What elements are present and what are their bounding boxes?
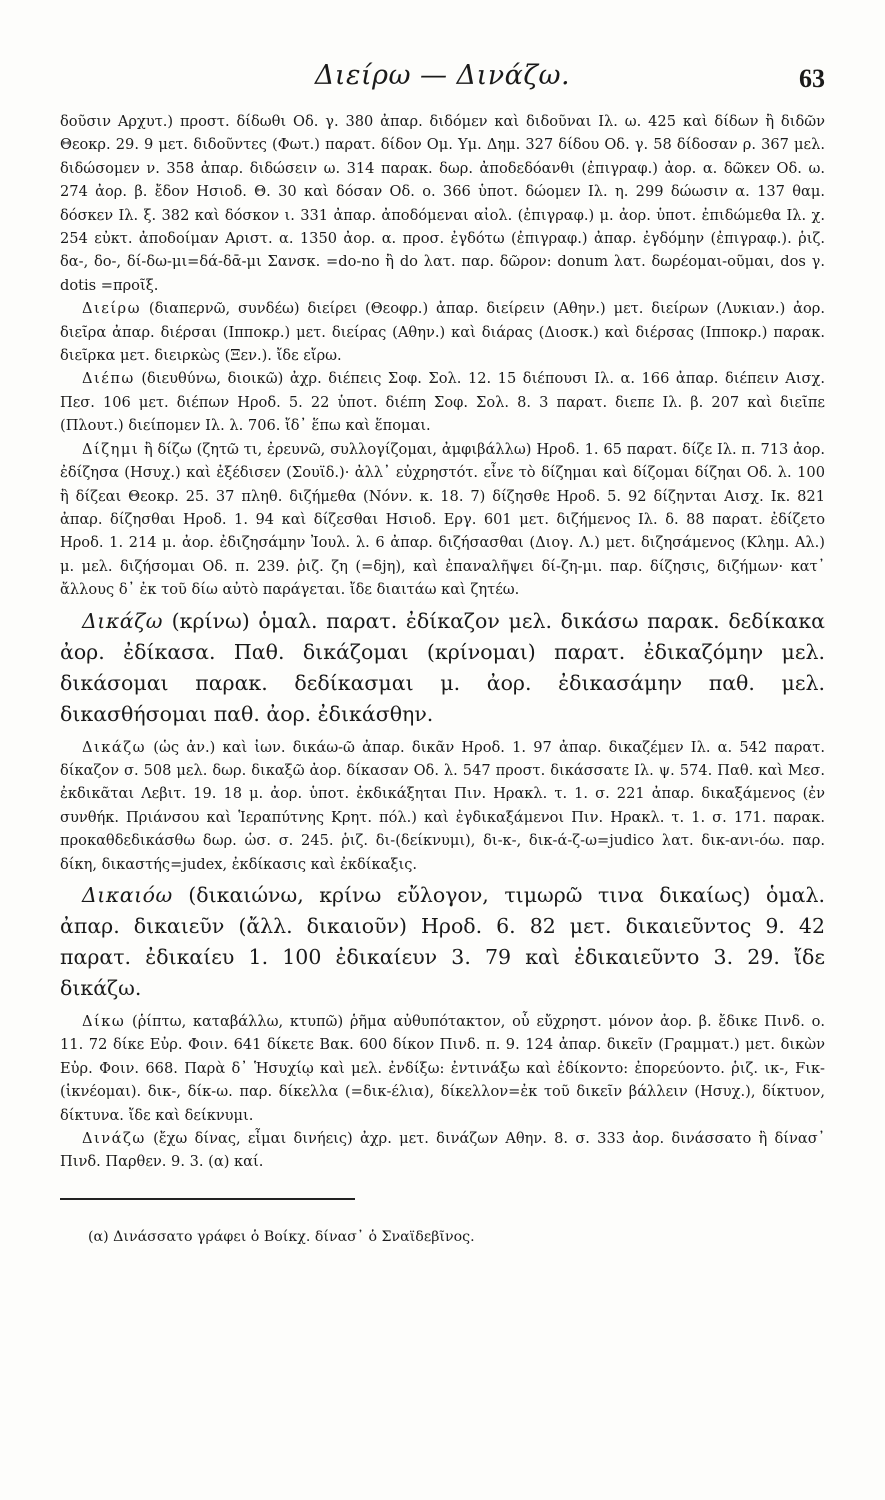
entry-continued-text — [60, 110, 825, 297]
entry-text: (δικαιώνω, κρίνω εὔλογον, τιμωρῶ τινα δικαίως) ὁμαλ. ἀπαρ. δικαιεῦν (ἄλλ. δικαιοῦν) Ηροδ. 6. 82 μετ. δικαιεῦντος 9. 42 παρατ. ἐδικαίευ 1. 100 ἐδικαίευν 3. 79 καὶ ἐδικαιεῦντο 3. 29. ἴδε δικάζω. — [60, 882, 825, 1000]
entry-dikazo — [60, 736, 825, 876]
entry-text: (ἔχω δίνας, εἶμαι δινήεις) ἀχρ. μετ. δινάζων Αθην. 8. σ. 333 ἀορ. δινάσσατο ἢ δίνασ᾽ Πινδ. Παρθεν. 9. 3. (α) καί. — [60, 1130, 825, 1171]
entry-lemma: Δικαιόω — [82, 882, 173, 907]
entry-text: (ὡς ἀν.) καὶ ἰων. δικάω-ῶ ἀπαρ. δικᾶν Ηροδ. 1. 97 ἀπαρ. δικαζέμεν Ιλ. α. 542 παρατ. δίκαζον σ. 508 μελ. δωρ. δικαξῶ ἀορ. δίκασαν Οδ. λ. 547 προστ. δικάσσατε Ιλ. ψ. 574. Παθ. καὶ Μεσ. ἐκδικᾶται Λεβιτ. 19. 18 μ. ἀορ. ὑποτ. ἐκδικάξηται Πιν. Ηρακλ. τ. 1. σ. 221 ἀπαρ. δικαξάμενος (ἐν συνθήκ. Πριάνσου καὶ Ἱεραπύτνης Κρητ. πόλ.) καὶ ἐγδικαξάμενοι Πιν. Ηρακλ. τ. 1. σ. 171. παρακ. προκαθδεδικάσθω δωρ. ὡσ. σ. 245. ῥιζ. δι-(δείκνυμι), δι-κ-, δικ-ά-ζ-ω=judico λατ. δικ-ανι-όω. παρ. δίκη, δικαστής=judex, ἐκδίκασις καὶ ἐκδίκαξις. — [60, 738, 825, 873]
entry-dikazo-large — [60, 606, 825, 730]
entry-lemma: Δινάζω — [82, 1130, 146, 1147]
page — [60, 60, 825, 1262]
entry-text: δοῦσιν Αρχυτ.) προστ. δίδωθι Οδ. γ. 380 ἀπαρ. διδόμεν καὶ διδοῦναι Ιλ. ω. 425 καὶ δίδων ἢ διδῶν Θεοκρ. 29. 9 μετ. διδοῦντες (Φωτ.) παρατ. δίδον Ομ. Υμ. Δημ. 327 δίδου Οδ. γ. 58 δίδοσαν ρ. 367 μελ. διδώσομεν ν. 358 ἀπαρ. διδώσειν ω. 314 παρακ. δωρ. ἀποδεδόανθι (ἐπιγραφ.) ἀορ. α. δῶκεν Οδ. ω. 274 ἀορ. β. ἔδον Ησιοδ. Θ. 30 καὶ δόσαν Οδ. ο. 366 ὑποτ. δώομεν Ιλ. η. 299 δώωσιν α. 137 θαμ. δόσκεν Ιλ. ξ. 382 καὶ δόσκον ι. 331 ἀπαρ. ἀποδόμεναι αἰολ. (ἐπιγραφ.) μ. ἀορ. ὑποτ. ἐπιδώμεθα Ιλ. χ. 254 εὐκτ. ἀποδοίμαν Αριστ. α. 1350 ἀορ. α. προσ. ἐγδότω (ἐπιγραφ.) ἀπαρ. ἐγδόμην (ἐπιγραφ.). ῥιζ. δα-, δο-, δί-δω-μι=δά-δᾱ-μι Σανσκ. =do-no ἢ do λατ. παρ. δῶρον: donum λατ. δωρέομαι-οῦμαι, dos γ. dotis =προῖξ. — [60, 113, 825, 294]
entry-lemma: Δικάζω — [82, 608, 163, 633]
entry-text: (διαπερνῶ, συνδέω) διείρει (Θεοφρ.) ἀπαρ. διείρειν (Αθην.) μετ. διείρων (Λυκιαν.) ἀορ. διεῖρα ἀπαρ. διέρσαι (Ιπποκρ.) μετ. διείρας (Αθην.) καὶ διάρας (Διοσκ.) καὶ διέρσας (Ιπποκρ.) παρακ. διεῖρκα μετ. διειρκὼς (Ξεν.). ἴδε εἴρω. — [60, 300, 825, 365]
entry-lemma: Δίκω — [82, 1012, 126, 1030]
entry-diko — [60, 1010, 825, 1127]
entry-lemma: Διείρω — [82, 300, 142, 318]
entry-text: (κρίνω) ὁμαλ. παρατ. ἐδίκαζον μελ. δικάσω παρακ. δεδίκακα ἀορ. ἐδίκασα. Παθ. δικάζομαι (κρίνομαι) παρατ. ἐδικαζόμην μελ. δικάσομαι παρακ. δεδίκασμαι μ. ἀορ. ἐδικασάμην παθ. μελ. δικασθήσομαι παθ. ἀορ. ἐδικάσθην. — [60, 608, 825, 726]
entry-diepo — [60, 367, 825, 437]
entry-lemma: Δικάζω — [82, 738, 147, 756]
entry-text: (διευθύνω, διοικῶ) ἀχρ. διέπεις Σοφ. Σολ. 12. 15 διέπουσι Ιλ. α. 166 ἀπαρ. διέπειν Αισχ. Πεσ. 106 μετ. διέπων Ηροδ. 5. 22 ὑποτ. διέπη Σοφ. Σολ. 8. 3 παρατ. διεπε Ιλ. β. 207 καὶ διεῖπε (Πλουτ.) διείπομεν Ιλ. λ. 706. ἴδ᾽ ἕπω καὶ ἕπομαι. — [60, 370, 825, 435]
entry-text: ἢ δίζω (ζητῶ τι, ἐρευνῶ, συλλογίζομαι, ἀμφιβάλλω) Ηροδ. 1. 65 παρατ. δίζε Ιλ. π. 713 ἀορ. ἐδίζησα (Ησυχ.) καὶ ἐξέδισεν (Σουϊδ.)· ἀλλ᾽ εὐχρηστότ. εἶνε τὸ δίζημαι καὶ δίζομαι δίζηαι Οδ. λ. 100 ἢ δίζεαι Θεοκρ. 25. 37 πληθ. διζήμεθα (Νόνν. κ. 18. 7) δίζησθε Ηροδ. 5. 92 δίζηνται Αισχ. Ικ. 821 ἀπαρ. δίζησθαι Ηροδ. 1. 94 καὶ δίζεσθαι Ησιοδ. Εργ. 601 μετ. διζήμενος Ιλ. δ. 88 παρατ. ἐδίζετο Ηροδ. 1. 214 μ. ἀορ. ἐδιζησάμην Ἰουλ. λ. 6 ἀπαρ. διζήσασθαι (Διογ. Λ.) μετ. διζησάμενος (Κλημ. Αλ.) μ. μελ. διζήσομαι Οδ. π. 239. ῥιζ. ζη (=δjη), καὶ ἐπαναλῆψει δί-ζη-μι. παρ. δίζησις, διζήμων· κατ᾽ ἄλλους δ᾽ ἐκ τοῦ δίω αὐτὸ παράγεται. ἴδε διαιτάω καὶ ζητέω. — [60, 440, 825, 599]
entry-lemma: Δίζημι — [82, 440, 140, 458]
entry-dinazo — [60, 1127, 825, 1174]
entry-text: (ῥίπτω, καταβάλλω, κτυπῶ) ῥῆμα αὐθυπότακτον, οὗ εὔχρηστ. μόνον ἀορ. β. ἔδικε Πινδ. ο. 11. 72 δίκε Εὐρ. Φοιν. 641 δίκετε Βακ. 600 δίκον Πινδ. π. 9. 124 ἀπαρ. δικεῖν (Γραμματ.) μετ. δικὼν Εὐρ. Φοιν. 668. Παρὰ δ᾽ Ἡσυχίῳ καὶ μελ. ἐνδίξω: ἐντινάξω καὶ ἐδίκοντο: ἐπορεύοντο. ῥιζ. ικ-, Fικ- (ἱκνέομαι). δικ-, δίκ-ω. παρ. δίκελλα (=δικ-έλια), δίκελλον=ἐκ τοῦ δικεῖν βάλλειν (Ησυχ.), δίκτυον, δίκτυνα. ἴδε καὶ δείκνυμι. — [60, 1012, 825, 1124]
page-number: 63 — [799, 64, 825, 93]
page-title: Διείρω — Δινάζω. — [314, 60, 571, 91]
entry-lemma: Διέπω — [82, 370, 135, 388]
running-head — [60, 60, 825, 110]
footnote: (α) Δινάσσατο γράφει ὁ Βοίκχ. δίνασ᾽ ὁ Σναϊδεβῖνος. — [88, 1228, 475, 1245]
entry-dikaioo-large — [60, 880, 825, 1004]
entry-dizemi — [60, 438, 825, 602]
footnote-divider — [60, 1198, 355, 1200]
entry-dieiro — [60, 297, 825, 367]
